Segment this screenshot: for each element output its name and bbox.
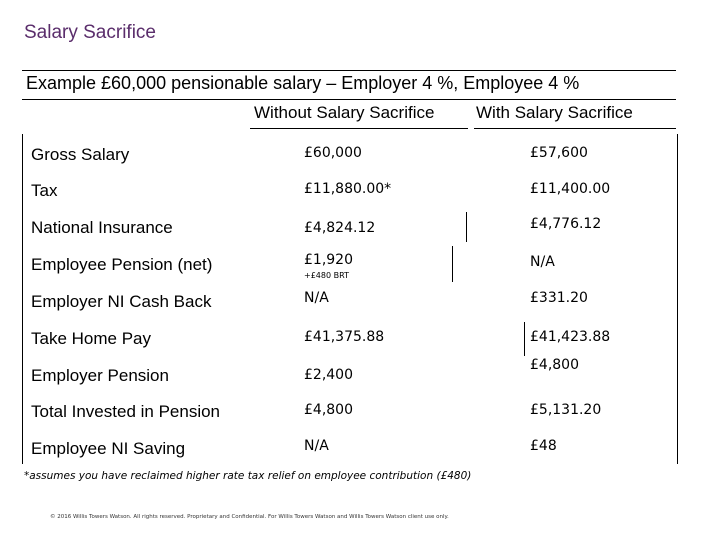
cell-ni-cash-back-with: £331.20: [530, 290, 588, 306]
cell-employee-pension-without: £1,920: [304, 252, 353, 268]
cell-total-invested-without: £4,800: [304, 402, 353, 418]
cell-employee-pension-with: N/A: [530, 254, 555, 270]
page-title: Salary Sacrifice: [24, 22, 156, 43]
cell-ni-without: £4,824.12: [304, 220, 376, 236]
cell-employer-pension-without: £2,400: [304, 367, 353, 383]
row-label-employer-pension: Employer Pension: [31, 366, 169, 385]
cell-separator: [466, 212, 467, 242]
cell-employee-pension-note: +£480 BRT: [304, 271, 349, 280]
cell-tax-with: £11,400.00: [530, 181, 611, 197]
row-label-employee-pension: Employee Pension (net): [31, 255, 213, 274]
cell-ni-with: £4,776.12: [530, 216, 602, 232]
row-label-gross-salary: Gross Salary: [31, 145, 130, 164]
row-label-take-home-pay: Take Home Pay: [31, 329, 151, 348]
column-header-with: With Salary Sacrifice: [476, 103, 633, 122]
cell-take-home-without: £41,375.88: [304, 329, 385, 345]
footnote: *assumes you have reclaimed higher rate tax relief on employee contribution (£480): [24, 470, 472, 482]
subtitle: Example £60,000 pensionable salary – Employer 4 %, Employee 4 %: [26, 73, 580, 93]
cell-separator: [524, 322, 525, 356]
cell-tax-without: £11,880.00*: [304, 181, 392, 197]
copyright: © 2016 Willis Towers Watson. All rights reserved. Proprietary and Confidential. For Willis Towers Watson and Willis Towers Watson client use only.: [50, 514, 449, 520]
row-label-national-insurance: National Insurance: [31, 218, 173, 237]
cell-ni-saving-without: N/A: [304, 438, 329, 454]
row-label-total-invested: Total Invested in Pension: [31, 402, 221, 421]
row-label-tax: Tax: [31, 181, 58, 200]
cell-gross-salary-without: £60,000: [304, 145, 362, 161]
header-underline-with: [474, 128, 676, 129]
header-underline-without: [250, 128, 468, 129]
cell-take-home-with: £41,423.88: [530, 329, 611, 345]
cell-total-invested-with: £5,131.20: [530, 402, 602, 418]
cell-separator: [452, 246, 453, 282]
row-label-employee-ni-saving: Employee NI Saving: [31, 439, 186, 458]
cell-gross-salary-with: £57,600: [530, 145, 588, 161]
cell-ni-saving-with: £48: [530, 438, 557, 454]
cell-employer-pension-with: £4,800: [530, 357, 579, 373]
cell-ni-cash-back-without: N/A: [304, 290, 329, 306]
row-label-employer-ni-cash-back: Employer NI Cash Back: [31, 292, 212, 311]
column-header-without: Without Salary Sacrifice: [254, 103, 435, 122]
